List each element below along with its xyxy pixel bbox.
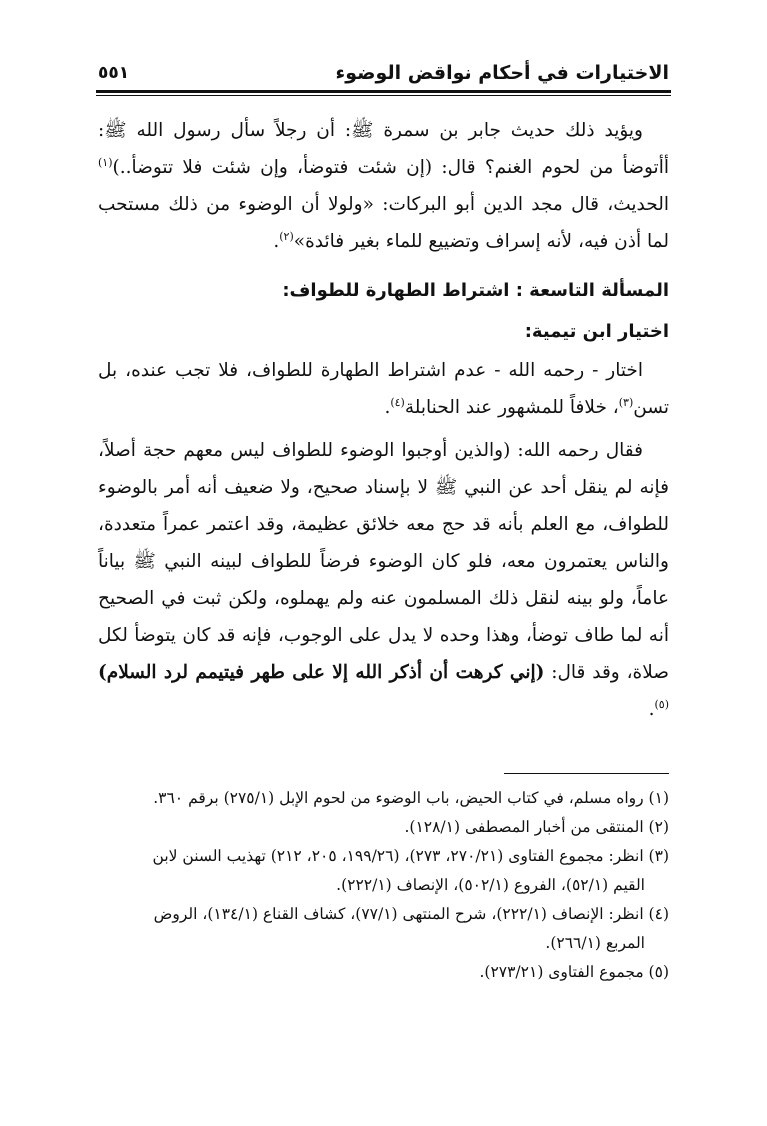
main-text bbox=[98, 112, 669, 728]
paragraph-3: فقال رحمه الله: (والذين أوجبوا الوضوء للطواف ليس معهم حجة أصلاً، فإنه لم ينقل أحد عن النبي ﷺ لا بإسناد صحيح، ولا ضعيف أنه أمر بالوضوء للطواف، مع العلم بأنه قد حج معه خلائق عظيمة، وقد اعتمر عمراً متعددة، والناس يعتمرون معه، فلو كان الوضوء فرضاً للطواف لبينه النبي ﷺ بياناً عاماً، ولو بينه لنقل ذلك المسلمون عنه ولم يهملوه، ولكن ثبت في الصحيح أنه لما طاف توضأ، وهذا وحده لا يدل على الوجوب، فإنه قد كان يتوضأ لكل صلاة، وقد قال: (إني كرهت أن أذكر الله إلا على طهر فيتيمم لرد السلام)$^{(٥)}$. bbox=[98, 440, 669, 720]
running-header bbox=[98, 56, 669, 90]
footnote-5: (٥) مجموع الفتاوى (٢٧٣/٢١). bbox=[479, 963, 669, 981]
paragraph-2-text: اختار - رحمه الله - عدم اشتراط الطهارة للطواف، فلا تجب عنده، بل تسن bbox=[98, 360, 669, 418]
footnote-3: (٣) انظر: مجموع الفتاوى (٢٧٠/٢١، ٢٧٣)، (١٩٩/٢٦، ٢٠٥، ٢١٢) تهذيب السنن لابن bbox=[152, 847, 669, 865]
footnotes bbox=[98, 784, 669, 987]
footnote-ref-4: (٤) bbox=[390, 395, 405, 409]
section-subheading: اختيار ابن تيمية: bbox=[524, 321, 669, 342]
section-heading: المسألة التاسعة : اشتراط الطهارة للطواف: bbox=[282, 280, 669, 301]
footnote-ref-5: (٥) bbox=[654, 697, 669, 711]
header-rule-thin bbox=[96, 95, 671, 96]
page-number: ٥٥١ bbox=[98, 63, 130, 83]
footnote-ref-1: (١) bbox=[98, 155, 113, 169]
running-title: الاختيارات في أحكام نواقض الوضوء bbox=[335, 62, 669, 84]
footnote-1: (١) رواه مسلم، في كتاب الحيض، باب الوضوء من لحوم الإبل (٢٧٥/١) برقم ٣٦٠. bbox=[153, 789, 669, 807]
footnote-3-continued: القيم (٥٢/١)، الفروع (٥٠٢/١)، الإنصاف (٢٢٢/١). bbox=[336, 876, 645, 894]
header-rule bbox=[96, 90, 671, 93]
paragraph-2-text-b: ، خلافاً للمشهور عند الحنابلة bbox=[404, 397, 619, 418]
paragraph-2: اختار - رحمه الله - عدم اشتراط الطهارة للطواف، فلا تجب عنده، بل تسن$^{(٣)}$، خلافاً للمشهور عند الحنابلة$^{(٤)}$. bbox=[98, 360, 669, 418]
paragraph-3-text: فقال رحمه الله: (والذين أوجبوا الوضوء للطواف ليس معهم حجة أصلاً، فإنه لم ينقل أحد عن النبي ﷺ لا بإسناد صحيح، ولا ضعيف أنه أمر بالوضوء للطواف، مع العلم بأنه قد حج معه خلائق عظيمة، وقد اعتمر عمراً متعددة، والناس يعتمرون معه، فلو كان الوضوء فرضاً للطواف لبينه النبي ﷺ بياناً عاماً، ولو بينه لنقل ذلك المسلمون عنه ولم يهملوه، ولكن ثبت في الصحيح أنه لما طاف توضأ، وهذا وحده لا يدل على الوجوب، فإنه قد كان يتوضأ لكل صلاة، وقد قال: bbox=[98, 440, 669, 683]
footnote-ref-2: (٢) bbox=[279, 229, 294, 243]
footnote-separator bbox=[504, 773, 669, 774]
hadith-quote: (إني كرهت أن أذكر الله إلا على طهر فيتيمم لرد السلام) bbox=[98, 662, 545, 683]
footnote-4: (٤) انظر: الإنصاف (٢٢٢/١)، شرح المنتهى (٧٧/١)، كشاف القناع (١٣٤/١)، الروض bbox=[153, 905, 669, 923]
footnote-2: (٢) المنتقى من أخبار المصطفى (١٢٨/١). bbox=[404, 818, 669, 836]
footnote-4-continued: المربع (٢٦٦/١). bbox=[545, 934, 645, 952]
paragraph-1: ويؤيد ذلك حديث جابر بن سمرة ﷺ: أن رجلاً سأل رسول الله ﷺ: أأتوضأ من لحوم الغنم؟ قال: (إن شئت فتوضأ، وإن شئت فلا تتوضأ..)$^{(١)}$ الحديث، قال مجد الدين أبو البركات: «ولولا أن الوضوء من ذلك مستحب لما أذن فيه، لأنه إسراف وتضييع للماء بغير فائدة»$^{(٢)}$. bbox=[98, 120, 669, 252]
paragraph-1-text-b: الحديث، قال مجد الدين أبو البركات: «ولولا أن الوضوء من ذلك مستحب لما أذن فيه، لأنه إسراف وتضييع للماء بغير فائدة» bbox=[98, 194, 669, 252]
footnote-ref-3: (٣) bbox=[618, 395, 634, 409]
paragraph-1-text: ويؤيد ذلك حديث جابر بن سمرة ﷺ: أن رجلاً سأل رسول الله ﷺ: أأتوضأ من لحوم الغنم؟ قال: (إن شئت فتوضأ، وإن شئت فلا تتوضأ..) bbox=[98, 120, 669, 178]
